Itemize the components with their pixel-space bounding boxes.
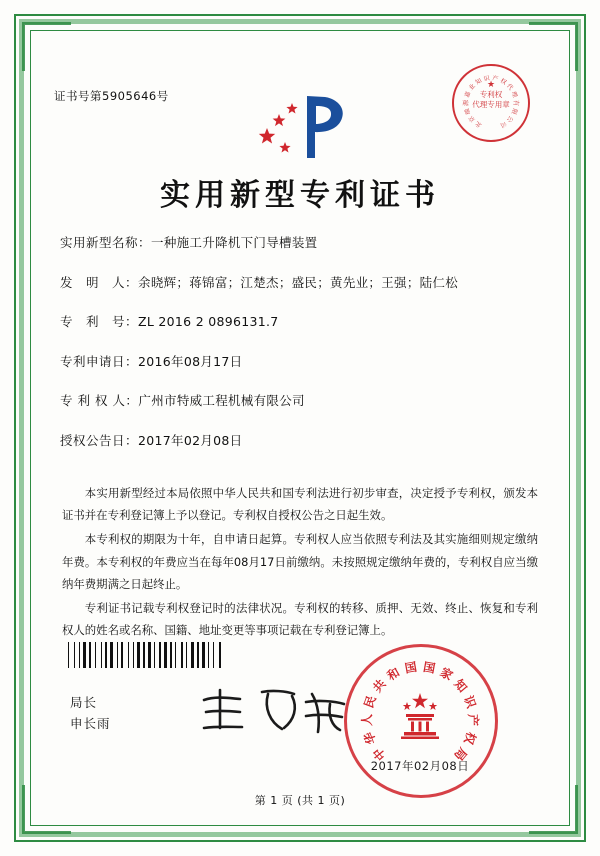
field-label-inventors: 发 明 人：: [60, 274, 139, 290]
field-label-patentee: 专 利 权 人：: [60, 393, 139, 408]
field-value-patent-number: ZL 2016 2 0896131.7: [138, 314, 279, 329]
agency-seal-line1: 专利权: [479, 90, 503, 99]
field-value-inventors: 余晓辉；蒋锦富；江楚杰；盛民；黄先业；王强；陆仁松: [138, 274, 459, 290]
page-footer: 第 1 页 (共 1 页): [254, 794, 346, 807]
star-icon: ★: [487, 80, 496, 90]
field-row-patent-number: [60, 313, 540, 331]
cnipa-logo-icon: [245, 90, 355, 164]
field-value-name: 一种施工升降机下门导槽装置: [151, 235, 318, 250]
legal-paragraph-3: 专利证书记载专利权登记时的法律状况。专利权的转移、质押、无效、终止、恢复和专利权人的姓名或名称、国籍、地址变更等事项记载在专利登记簿上。: [62, 601, 538, 638]
field-row-application-date: [60, 353, 540, 371]
field-row-inventors: [60, 274, 540, 292]
field-label-patent-number: 专 利 号：: [60, 314, 139, 329]
government-seal-arc-text: 中 华 人 民 共 和 国 国 家 知 识 产 权 局: [360, 659, 480, 764]
legal-paragraph-1: 本实用新型经过本局依照中华人民共和国专利法进行初步审查，决定授予专利权，颁发本证书并在专利登记簿上予以登记。专利权自授权公告之日起生效。: [62, 486, 538, 523]
field-row-grant-date: [60, 432, 540, 450]
field-row-name: [60, 234, 540, 252]
agency-seal-line2: 代理专用章: [472, 100, 510, 110]
certificate-number: 证书号第5905646号: [54, 89, 169, 103]
agency-seal-ring-text: 北 京 瑞 源 嘉 业 知 识 产 权 代 理 有 限 公 司: [463, 74, 519, 129]
field-row-patentee: [60, 392, 540, 410]
legal-paragraph-2: 本专利权的期限为十年，自申请日起算。专利权人应当依照专利法及其实施细则规定缴纳年费。本专利权的年费应当在每年08月17日前缴纳。未按照规定缴纳年费的，专利权自应当缴纳年费期满之日起终止。: [62, 532, 538, 591]
signature-role-label: 局长: [70, 695, 98, 710]
field-value-application-date: 2016年08月17日: [138, 353, 243, 369]
field-list: [60, 234, 540, 471]
certificate-content: [44, 44, 556, 812]
field-value-patentee: 广州市特威工程机械有限公司: [138, 393, 305, 408]
field-label-name: 实用新型名称：: [60, 235, 152, 250]
agency-seal-center-text: [467, 90, 515, 110]
legal-text: [62, 482, 538, 644]
agency-seal: [452, 64, 530, 142]
page-title: 实用新型专利证书: [160, 178, 440, 213]
handwritten-signature: [194, 682, 354, 740]
field-label-grant-date: 授权公告日：: [60, 432, 139, 448]
barcode: [68, 642, 228, 668]
signature-name-label: 申长雨: [70, 716, 111, 732]
field-label-application-date: 专利申请日：: [60, 353, 139, 369]
field-value-grant-date: 2017年02月08日: [138, 432, 243, 448]
national-emblem-icon: [394, 690, 446, 742]
seal-date: 2017年02月08日: [370, 759, 470, 773]
signature-block: [70, 692, 111, 735]
